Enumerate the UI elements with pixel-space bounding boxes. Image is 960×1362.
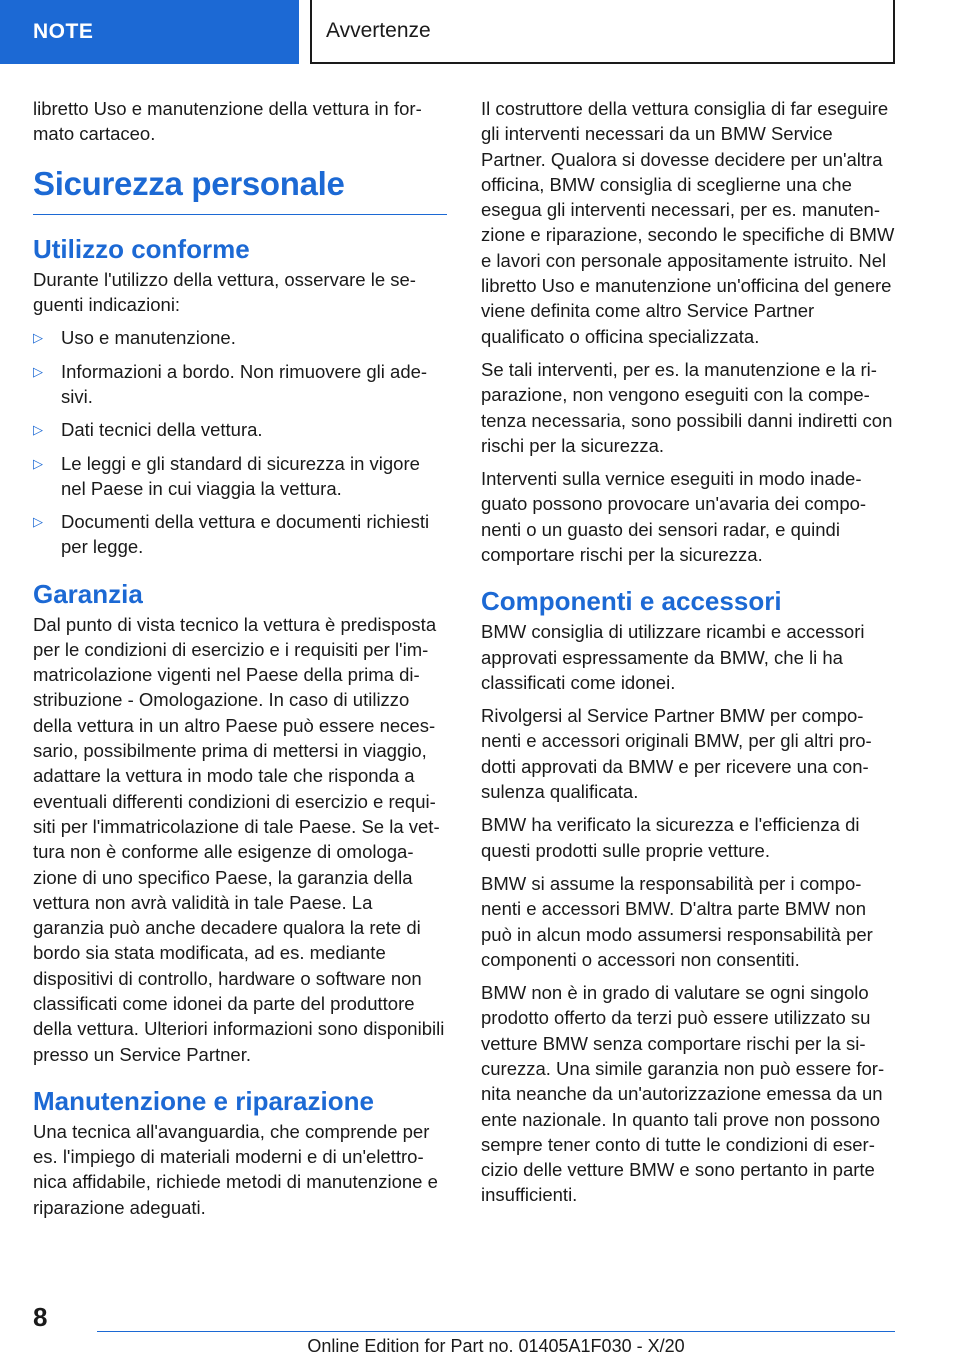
heading-manutenzione: Manutenzione e riparazione <box>33 1085 374 1116</box>
componenti-paragraph: Rivolgersi al Service Partner BMW per componenti e accessori originali BMW, per gli altri prodotti approvati da BMW e per ricevere una consulenza qualificata. <box>481 705 872 803</box>
interventi-paragraph: Se tali interventi, per es. la manutenzione e la riparazione, non vengono eseguiti con la competenza necessaria, sono possibili danni indiretti con rischi per la sicurezza. <box>481 358 893 456</box>
list-item-text: Le leggi e gli standard di sicurezza in vigore nel Paese in cui viaggia la vettura. <box>61 452 420 499</box>
list-item <box>33 509 447 560</box>
utilizzo-paragraph: Durante l'utilizzo della vettura, osservare le seguenti indicazioni: <box>33 268 416 316</box>
chapter-title-box <box>310 0 895 64</box>
triangle-bullet-icon: ▷ <box>33 422 43 438</box>
list-item <box>33 451 447 502</box>
utilizzo-list <box>33 325 447 559</box>
intro-paragraph: libretto Uso e manutenzione della vettura in formato cartaceo. <box>33 98 422 145</box>
vernice-paragraph: Interventi sulla vernice eseguiti in modo inadeguato possono provocare un'avaria dei componenti o un guasto dei sensori radar, e quindi comportare rischi per la sicurezza. <box>481 468 867 566</box>
componenti-paragraph: BMW ha verificato la sicurezza e l'efficienza di questi prodotti sulle proprie vetture. <box>481 814 860 861</box>
list-item-text: Informazioni a bordo. Non rimuovere gli adesivi. <box>61 360 428 407</box>
section-tab-note <box>0 0 299 64</box>
page-number: 8 <box>33 1302 48 1332</box>
left-column <box>33 96 447 1228</box>
footer-edition-text: Online Edition for Part no. 01405A1F030 - X/20 <box>307 1336 685 1356</box>
footer-divider <box>97 1331 895 1332</box>
chapter-title: Avvertenze <box>326 19 431 42</box>
heading-componenti-accessori: Componenti e accessori <box>481 586 782 617</box>
triangle-bullet-icon: ▷ <box>33 330 43 346</box>
section-tab-label: NOTE <box>33 20 94 43</box>
componenti-paragraph: BMW consiglia di utilizzare ricambi e accessori approvati espressamente da BMW, che li ha classificati come idonei. <box>481 621 865 693</box>
garanzia-paragraph: Dal punto di vista tecnico la vettura è predisposta per le condizioni di esercizio e i requisiti per l'immatricolazione vigenti nel Paese della prima distribuzione - Omologazione. In caso di utilizzo della vettura in un altro Paese può essere necessario, possibilmente prima di mettersi in viaggio, adattare la vettura in modo tale che risponda a eventuali differenti condizioni di esercizio e requisiti per l'immatricolazione di tale Paese. Se la vettura non è conforme alle esigenze di omologazione di uno specifico Paese, la garanzia della vettura non avrà validità in tale Paese. La garanzia può anche decadere qualora la rete di bordo sia stata modificata, ad es. mediante dispositivi di controllo, hardware o software non classificati come idonei da parte del produttore della vettura. Ulteriori informazioni sono disponibili presso un Service Partner. <box>33 613 445 1065</box>
list-item <box>33 417 447 442</box>
list-item-text: Uso e manutenzione. <box>61 327 236 349</box>
service-partner-paragraph: Il costruttore della vettura consiglia di far eseguire gli interventi necessari da un BMW Service Partner. Qualora si dovesse decidere per un'altra officina, BMW consiglia di sceglierne una che esegua gli interventi necessari, per es. manutenzione e riparazione, secondo le specifiche di BMW e lavori con personale appositamente istruito. Nel libretto Uso e manutenzione un'officina del genere viene definita come altro Service Partner qualificato o officina specializzata. <box>481 98 895 347</box>
componenti-paragraph: BMW non è in grado di valutare se ogni singolo prodotto offerto da terzi può essere utilizzato su vetture BMW senza comportare rischi per la sicurezza. Una simile garanzia non può essere fornita neanche da un'autorizzazione emessa da un ente nazionale. In quanto tali prove non possono sempre tener conto di tutte le condizioni di esercizio delle vetture BMW e sono pertanto in parte insufficienti. <box>481 982 885 1206</box>
list-item <box>33 359 447 410</box>
list-item-text: Documenti della vettura e documenti richiesti per legge. <box>61 511 430 558</box>
heading-utilizzo-conforme: Utilizzo conforme <box>33 233 250 264</box>
manutenzione-paragraph: Una tecnica all'avanguardia, che comprende per es. l'impiego di materiali moderni e di un'elettronica affidabile, richiede metodi di manutenzione e riparazione adeguati. <box>33 1120 438 1218</box>
heading-garanzia: Garanzia <box>33 578 143 609</box>
list-item-text: Dati tecnici della vettura. <box>61 419 263 441</box>
triangle-bullet-icon: ▷ <box>33 363 43 379</box>
right-column <box>481 96 895 1216</box>
triangle-bullet-icon: ▷ <box>33 455 43 471</box>
list-item <box>33 325 447 350</box>
triangle-bullet-icon: ▷ <box>33 514 43 530</box>
componenti-paragraph: BMW si assume la responsabilità per i componenti e accessori BMW. D'altra parte BMW non può in alcun modo assumersi responsabilità per componenti o accessori non consentiti. <box>481 872 873 970</box>
main-heading: Sicurezza personale <box>33 163 447 215</box>
